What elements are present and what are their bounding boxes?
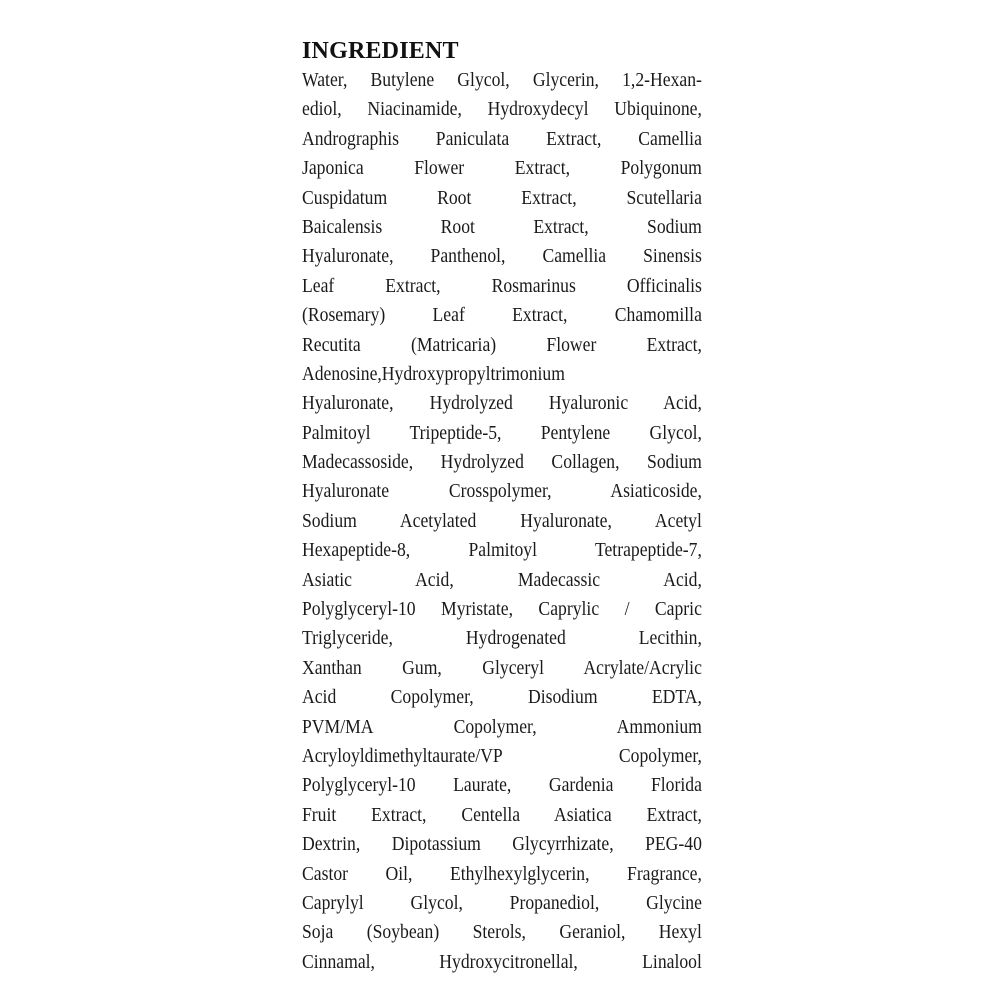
ingredient-heading: INGREDIENT (302, 38, 459, 64)
ingredient-line: Andrographis Paniculata Extract, Camellia (302, 127, 702, 150)
ingredient-line: Hyaluronate, Hydrolyzed Hyaluronic Acid, (302, 392, 702, 415)
ingredient-line: Madecassoside, Hydrolyzed Collagen, Sodium (302, 451, 702, 474)
ingredient-line: Soja (Soybean) Sterols, Geraniol, Hexyl (302, 921, 702, 944)
ingredient-line: Hexapeptide-8, Palmitoyl Tetrapeptide-7, (302, 539, 702, 562)
ingredient-line: Dextrin, Dipotassium Glycyrrhizate, PEG-40 (302, 833, 702, 856)
ingredient-line: Japonica Flower Extract, Polygonum (302, 157, 702, 180)
ingredient-line: Water, Butylene Glycol, Glycerin, 1,2-Hexan- (302, 69, 702, 91)
ingredient-line: Acid Copolymer, Disodium EDTA, (302, 686, 702, 709)
ingredient-line: Acryloyldimethyltaurate/VP Copolymer, (302, 744, 702, 767)
ingredient-line: Cinnamal, Hydroxycitronellal, Linalool (302, 950, 702, 973)
ingredient-line: Sodium Acetylated Hyaluronate, Acetyl (302, 509, 702, 532)
ingredient-line: Asiatic Acid, Madecassic Acid, (302, 568, 702, 591)
ingredient-line: Hyaluronate, Panthenol, Camellia Sinensis (302, 245, 702, 268)
ingredient-line: Baicalensis Root Extract, Sodium (302, 215, 702, 238)
ingredient-list (302, 66, 702, 977)
ingredient-line: ediol, Niacinamide, Hydroxydecyl Ubiquinone, (302, 98, 702, 121)
ingredient-line: Leaf Extract, Rosmarinus Officinalis (302, 274, 702, 297)
ingredient-line: Triglyceride, Hydrogenated Lecithin, (302, 627, 702, 650)
ingredient-line: Castor Oil, Ethylhexylglycerin, Fragrance, (302, 862, 702, 885)
ingredient-line: Palmitoyl Tripeptide-5, Pentylene Glycol, (302, 421, 702, 444)
ingredient-line: Adenosine,Hydroxypropyltrimonium (302, 362, 565, 385)
ingredient-label (302, 36, 702, 977)
ingredient-line: Xanthan Gum, Glyceryl Acrylate/Acrylic (302, 656, 702, 679)
ingredient-line: Cuspidatum Root Extract, Scutellaria (302, 186, 702, 209)
ingredient-line: Polyglyceryl-10 Myristate, Caprylic / Capric (302, 598, 702, 621)
ingredient-line: (Rosemary) Leaf Extract, Chamomilla (302, 304, 702, 327)
ingredient-line: Caprylyl Glycol, Propanediol, Glycine (302, 891, 702, 914)
ingredient-line: Fruit Extract, Centella Asiatica Extract, (302, 803, 702, 826)
ingredient-line: Polyglyceryl-10 Laurate, Gardenia Florida (302, 774, 702, 797)
ingredient-line: PVM/MA Copolymer, Ammonium (302, 715, 702, 738)
ingredient-line: Hyaluronate Crosspolymer, Asiaticoside, (302, 480, 702, 503)
ingredient-line: Recutita (Matricaria) Flower Extract, (302, 333, 702, 356)
